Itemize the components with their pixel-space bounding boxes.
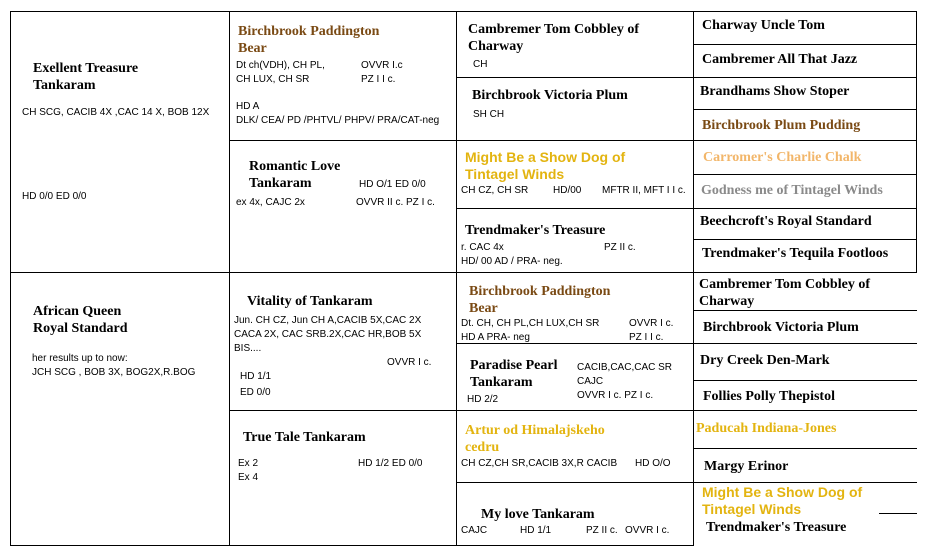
ds-info: ED 0/0 — [240, 387, 271, 398]
gen4-name-line1: Cambremer Tom Cobbley of — [699, 277, 870, 292]
sss-name — [468, 21, 639, 55]
ss-info: PZ I I c. — [361, 74, 396, 85]
grid-line — [916, 11, 917, 273]
grid-line — [10, 272, 917, 273]
gen4-name: Birchbrook Victoria Plum — [703, 320, 859, 335]
gen4-name-line1: Might Be a Show Dog of — [702, 484, 863, 500]
ds-info: CACA 2X, CAC SRB.2X,CAC HR,BOB 5X — [234, 329, 422, 340]
ddd-info: OVVR I c. — [625, 525, 670, 536]
sds-info: HD/00 — [553, 185, 582, 196]
sd-health: HD O/1 ED 0/0 — [359, 179, 426, 190]
grid-line — [879, 513, 917, 514]
grid-line — [693, 11, 694, 546]
dss-info: Dt. CH, CH PL,CH LUX,CH SR — [461, 318, 600, 329]
ss-info: DLK/ CEA/ PD /PHTVL/ PHPV/ PRA/CAT-neg — [236, 115, 440, 126]
gen4-name: Paducah Indiana-Jones — [696, 421, 837, 436]
dam-name — [33, 303, 128, 337]
sd-name-line2: Tankaram — [249, 176, 312, 191]
grid-line — [693, 140, 917, 141]
dam-name-line1: African Queen — [33, 304, 122, 319]
grid-line — [456, 208, 694, 209]
grid-line — [693, 44, 917, 45]
grid-line — [229, 11, 230, 546]
sd-info: ex 4x, CAJC 2x — [236, 197, 305, 208]
dds-name — [465, 422, 605, 456]
sd-name — [249, 158, 340, 192]
gen4-name: Birchbrook Plum Pudding — [702, 118, 861, 133]
grid-line — [10, 545, 694, 546]
sdd-info: PZ II c. — [604, 242, 636, 253]
dd-info: Ex 4 — [238, 472, 259, 483]
grid-line — [229, 410, 457, 411]
grid-line — [693, 482, 917, 483]
dsd-info: CAJC — [577, 376, 604, 387]
dds-name-line1: Artur od Himalajskeho — [465, 423, 605, 438]
gen4-name: Cambremer All That Jazz — [702, 52, 858, 67]
grid-line — [456, 140, 694, 141]
sss-info: CH — [473, 59, 488, 70]
gen4-name — [699, 276, 870, 310]
sire-name-line1: Exellent Treasure — [33, 61, 139, 76]
ds-info: HD 1/1 — [240, 371, 272, 382]
dsd-info: OVVR I c. PZ I c. — [577, 390, 654, 401]
sss-name-line1: Cambremer Tom Cobbley of — [468, 22, 639, 37]
ds-info: BIS.... — [234, 343, 262, 354]
grid-line — [10, 11, 917, 12]
sds-name — [465, 149, 625, 183]
ds-info: OVVR I c. — [387, 357, 432, 368]
gen4-name: Carromer's Charlie Chalk — [703, 150, 862, 165]
grid-line — [693, 410, 917, 411]
gen4-name: Brandhams Show Stoper — [700, 84, 850, 99]
dam-name-line2: Royal Standard — [33, 321, 128, 336]
gen4-name-line2: Charway — [699, 294, 755, 309]
dss-name-line1: Birchbrook Paddington — [469, 284, 611, 299]
sdd-name: Trendmaker's Treasure — [465, 223, 606, 238]
dds-name-line2: cedru — [465, 440, 500, 455]
grid-line — [456, 11, 457, 546]
dss-name-line2: Bear — [469, 301, 498, 316]
sss-name-line2: Charway — [468, 39, 524, 54]
grid-line — [693, 310, 917, 311]
dds-info: CH CZ,CH SR,CACIB 3X,R CACIB — [461, 458, 618, 469]
ss-info: CH LUX, CH SR — [236, 74, 310, 85]
sire-titles: CH SCG, CACIB 4X ,CAC 14 X, BOB 12X — [22, 107, 210, 118]
grid-line — [693, 109, 917, 110]
grid-line — [456, 77, 694, 78]
sd-name-line1: Romantic Love — [249, 159, 341, 174]
gen4-name — [702, 484, 862, 518]
dam-results-label: her results up to now: — [32, 353, 128, 364]
gen4-name: Charway Uncle Tom — [702, 18, 825, 33]
dsd-health: HD 2/2 — [467, 394, 499, 405]
ddd-name: My love Tankaram — [481, 507, 595, 522]
sdd-info: HD/ 00 AD / PRA- neg. — [461, 256, 563, 267]
dd-health: HD 1/2 ED 0/0 — [358, 458, 423, 469]
grid-line — [456, 410, 694, 411]
sire-health: HD 0/0 ED 0/0 — [22, 191, 87, 202]
sire-name-line2: Tankaram — [33, 78, 96, 93]
ddd-info: HD 1/1 — [520, 525, 552, 536]
ss-name-line1: Birchbrook Paddington — [238, 24, 380, 39]
grid-line — [693, 208, 917, 209]
gen4-name: Dry Creek Den-Mark — [700, 353, 830, 368]
gen4-name: Margy Erinor — [704, 459, 789, 474]
grid-line — [693, 174, 917, 175]
gen4-name: Trendmaker's Treasure — [706, 520, 847, 535]
ssd-name: Birchbrook Victoria Plum — [472, 88, 628, 103]
sds-info: MFTR II, MFT I I c. — [602, 185, 686, 196]
gen4-name-line2: Tintagel Winds — [702, 501, 802, 517]
ss-name-line2: Bear — [238, 41, 267, 56]
dd-name: True Tale Tankaram — [243, 430, 366, 445]
dsd-name-line2: Tankaram — [470, 375, 533, 390]
dss-name — [469, 283, 610, 317]
ss-info: Dt ch(VDH), CH PL, — [236, 60, 325, 71]
dsd-info: CACIB,CAC,CAC SR — [577, 362, 673, 373]
grid-line — [693, 380, 917, 381]
dd-info: Ex 2 — [238, 458, 259, 469]
ds-name: Vitality of Tankaram — [247, 294, 373, 309]
sdd-info: r. CAC 4x — [461, 242, 504, 253]
grid-line — [10, 11, 11, 546]
grid-line — [693, 239, 917, 240]
dss-info: HD A PRA- neg — [461, 332, 530, 343]
gen4-name: Trendmaker's Tequila Footloos — [702, 246, 889, 261]
dsd-name-line1: Paradise Pearl — [470, 358, 558, 373]
gen4-name: Follies Polly Thepistol — [703, 389, 835, 404]
ddd-info: CAJC — [461, 525, 488, 536]
sds-name-line1: Might Be a Show Dog of — [465, 149, 626, 165]
grid-line — [693, 77, 917, 78]
grid-line — [456, 482, 694, 483]
sire-name — [33, 60, 138, 94]
ss-name — [238, 23, 379, 57]
gen4-name: Beechcroft's Royal Standard — [700, 214, 872, 229]
ssd-info: SH CH — [473, 109, 505, 120]
ddd-info: PZ II c. — [586, 525, 618, 536]
sds-name-line2: Tintagel Winds — [465, 166, 565, 182]
sd-info: OVVR II c. PZ I c. — [356, 197, 435, 208]
dds-info: HD O/O — [635, 458, 671, 469]
grid-line — [693, 448, 917, 449]
dss-info: PZ I I c. — [629, 332, 664, 343]
sds-info: CH CZ, CH SR — [461, 185, 529, 196]
grid-line — [693, 343, 917, 344]
dsd-name — [470, 357, 557, 391]
ss-info: HD A — [236, 101, 260, 112]
grid-line — [229, 140, 457, 141]
gen4-name: Godness me of Tintagel Winds — [701, 183, 883, 198]
dss-info: OVVR I c. — [629, 318, 674, 329]
ss-info: OVVR I.c — [361, 60, 403, 71]
ds-info: Jun. CH CZ, Jun CH A,CACIB 5X,CAC 2X — [234, 315, 422, 326]
dam-results: JCH SCG , BOB 3X, BOG2X,R.BOG — [32, 367, 196, 378]
